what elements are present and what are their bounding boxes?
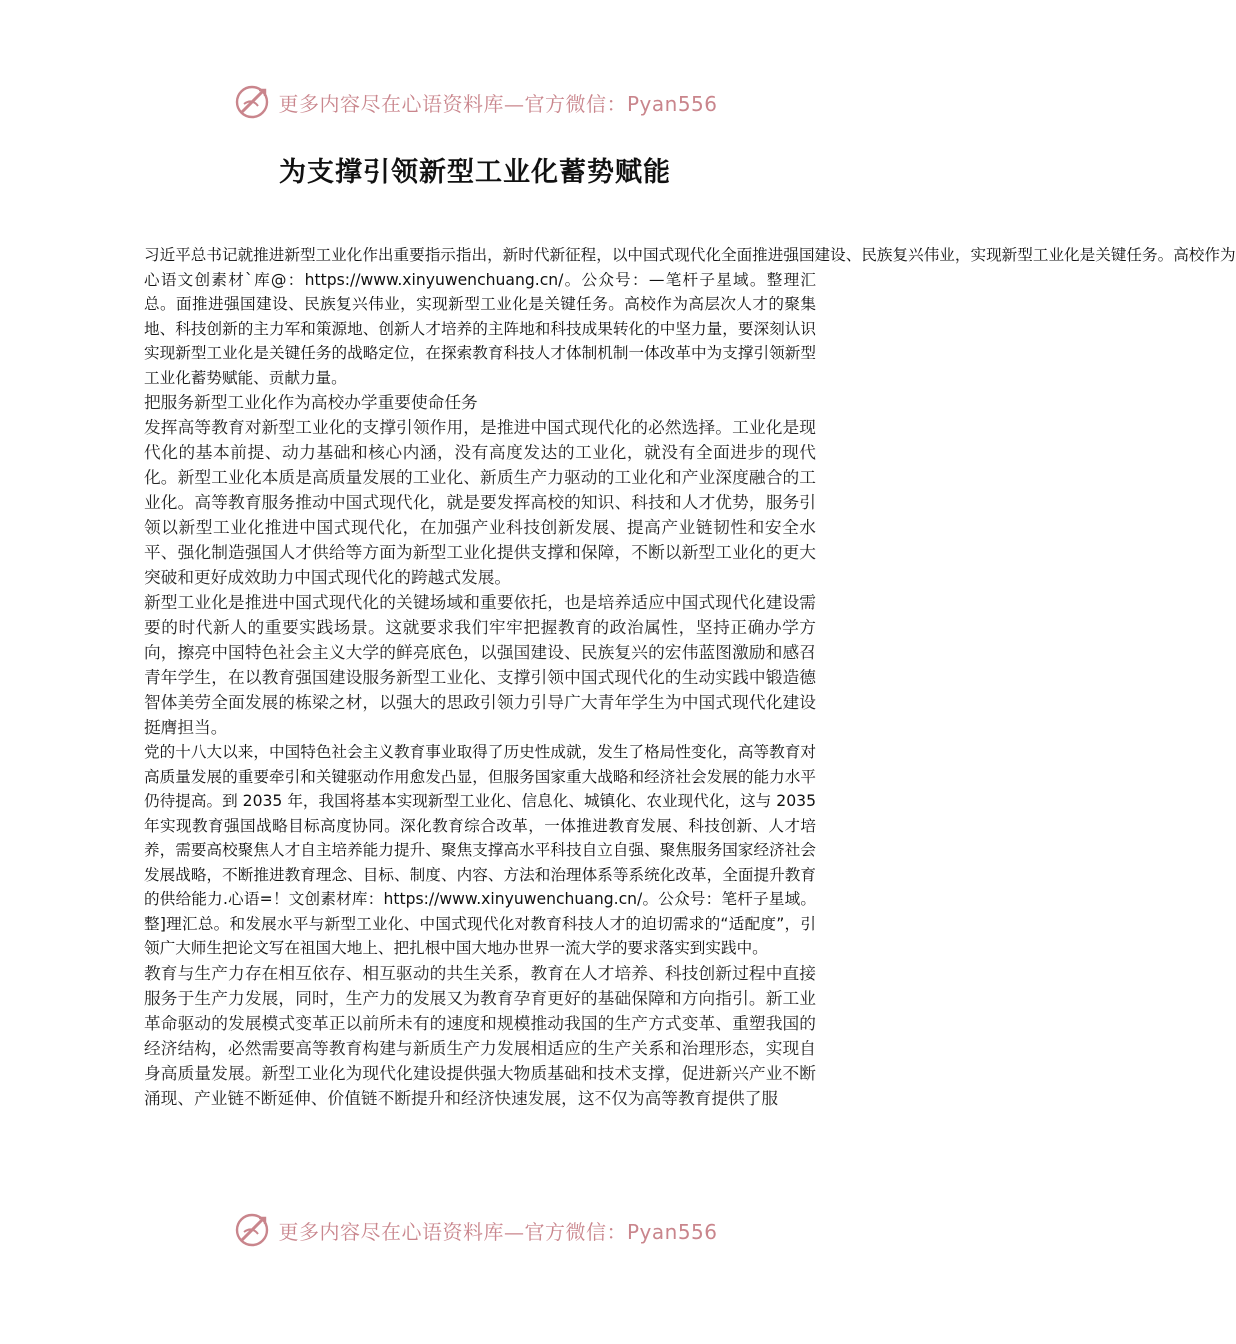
banner-text-cn: 更多内容尽在心语资料库—官方微信：: [278, 91, 627, 116]
banner-wechat-id: Pyan556: [626, 91, 718, 116]
page-title: 为支撑引领新型工业化蓄势赋能: [279, 157, 671, 188]
footer-banner: [0, 1210, 950, 1250]
paragraph: 教育与生产力存在相互依存、相互驱动的共生关系，教育在人才培养、科技创新过程中直接服务于生产力发展，同时，生产力的发展又为教育孕育更好的基础保障和方向指引。新工业革命驱动的发展模式变革正以前所未有的速度和规模推动我国的生产方式变革、重塑我国的经济结构，必然需要高等教育构建与新质生产力发展相适应的生产关系和治理形态，实现自身高质量发展。新型工业化为现代化建设提供强大物质基础和技术支撑，促进新兴产业不断涌现、产业链不断延伸、价值链不断提升和经济快速发展，这不仅为高等教育提供了服: [144, 962, 816, 1108]
section-heading: 把服务新型工业化作为高校办学重要使命任务: [144, 392, 478, 412]
banner-text-cn: 更多内容尽在心语资料库—官方微信：: [278, 1219, 627, 1244]
article-body: [144, 243, 1236, 1111]
banner-text: [278, 88, 717, 117]
header-banner: [0, 82, 950, 122]
banner-text: [278, 1216, 717, 1245]
paragraph: 习近平总书记就推进新型工业化作出重要指示指出，新时代新征程，以中国式现代化全面推进强国建设、民族复兴伟业，实现新型工业化是关键任务。高校作为: [144, 246, 1236, 264]
paragraph: 党的十八大以来，中国特色社会主义教育事业取得了历史性成就，发生了格局性变化，高等教育对高质量发展的重要牵引和关键驱动作用愈发凸显，但服务国家重大战略和经济社会发展的能力水平仍待提高。到 2035 年，我国将基本实现新型工业化、信息化、城镇化、农业现代化，这与 2035 年实现教育强国战略目标高度协同。深化教育综合改革，一体推进教育发展、科技创新、人才培养，需要高校聚焦人才自主培养能力提升、聚焦支撑高水平科技自立自强、聚焦服务国家经济社会发展战略，不断推进教育理念、目标、制度、内容、方法和治理体系等系统化改革，全面提升教育的供给能力.心语=！文创素材库：https://www.xinyuwenchuang.cn/。公众号：笔杆子星域。整]理汇总。和发展水平与新型工业化、中国式现代化对教育科技人才的迫切需求的“适配度”，引领广大师生把论文写在祖国大地上、把扎根中国大地办世界一流大学的要求落实到实践中。: [144, 743, 816, 957]
logo-icon: [232, 82, 272, 122]
logo-icon: [232, 1210, 272, 1250]
paragraph: 新型工业化是推进中国式现代化的关键场域和重要依托，也是培养适应中国式现代化建设需要的时代新人的重要实践场景。这就要求我们牢牢把握教育的政治属性，坚持正确办学方向，擦亮中国特色社会主义大学的鲜亮底色，以强国建设、民族复兴的宏伟蓝图激励和感召青年学生，在以教育强国建设服务新型工业化、支撑引领中国式现代化的生动实践中锻造德智体美劳全面发展的栋梁之材，以强大的思政引领力引导广大青年学生为中国式现代化建设挺膺担当。: [144, 592, 816, 737]
paragraph: 心语文创素材`库@：https://www.xinyuwenchuang.cn/。公众号：—笔杆子星域。整理汇总。面推进强国建设、民族复兴伟业，实现新型工业化是关键任务。高校作为高层次人才的聚集地、科技创新的主力军和策源地、创新人才培养的主阵地和科技成果转化的中坚力量，要深刻认识实现新型工业化是关键任务的战略定位，在探索教育科技人才体制机制一体改革中为支撑引领新型工业化蓄势赋能、贡献力量。: [144, 270, 816, 387]
paragraph: 发挥高等教育对新型工业化的支撑引领作用，是推进中国式现代化的必然选择。工业化是现代化的基本前提、动力基础和核心内涵，没有高度发达的工业化，就没有全面进步的现代化。新型工业化本质是高质量发展的工业化、新质生产力驱动的工业化和产业深度融合的工业化。高等教育服务推动中国式现代化，就是要发挥高校的知识、科技和人才优势，服务引领以新型工业化推进中国式现代化，在加强产业科技创新发展、提高产业链韧性和安全水平、强化制造强国人才供给等方面为新型工业化提供支撑和保障，不断以新型工业化的更大突破和更好成效助力中国式现代化的跨越式发展。: [144, 417, 816, 587]
banner-wechat-id: Pyan556: [626, 1219, 718, 1244]
